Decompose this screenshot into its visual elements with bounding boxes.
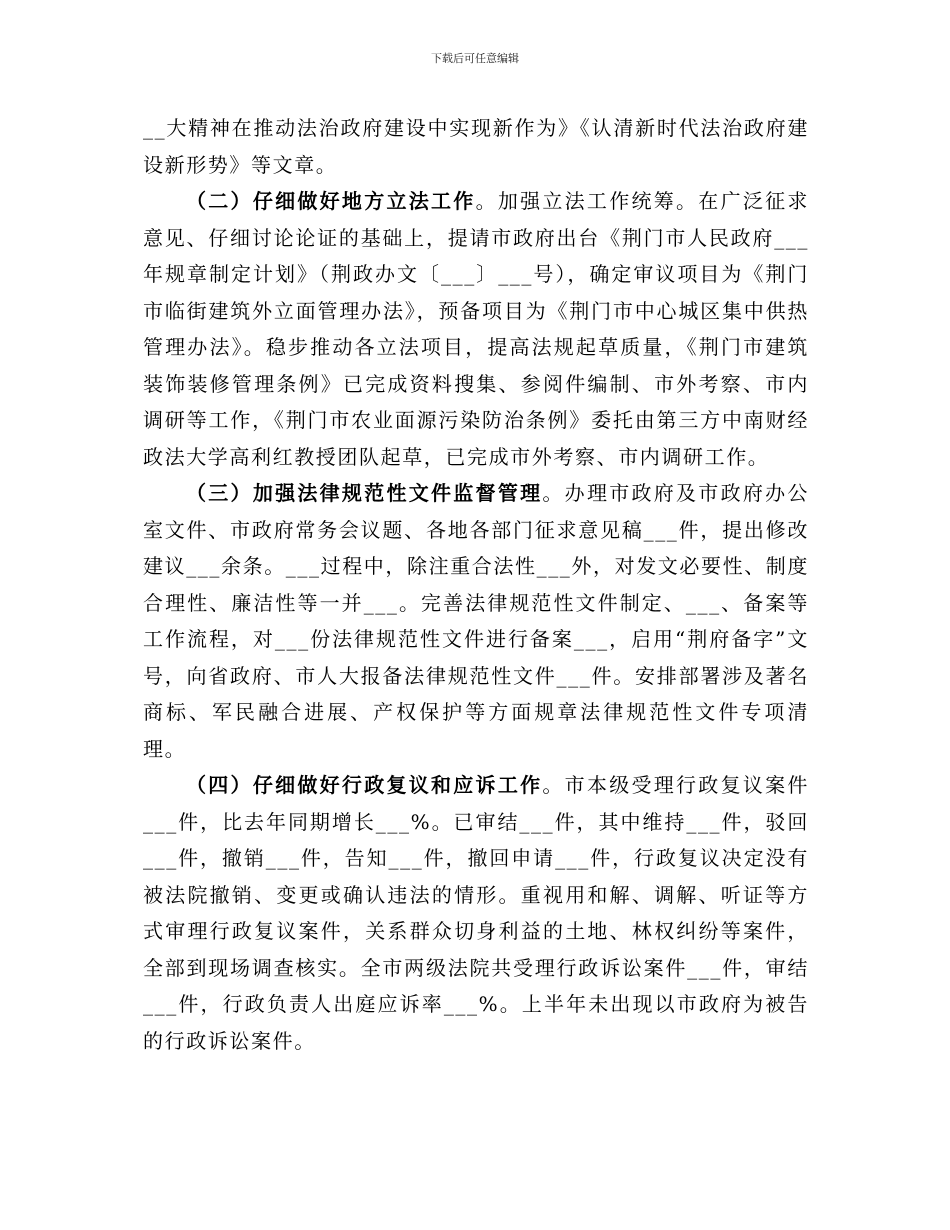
paragraph-normative-documents [143, 475, 809, 767]
section-heading: （二）仔细做好地方立法工作 [186, 189, 476, 213]
page-header: 下载后可任意编辑 [431, 52, 519, 65]
paragraph-text: 。加强立法工作统筹。在广泛征求意见、仔细讨论论证的基础上，提请市政府出台《荆门市人民政府___年规章制定计划》（荆政办文〔___〕___号），确定审议项目为《荆门市临街建筑外立面管理办法》，预备项目为《荆门市中心城区集中供热管理办法》。稳步推动各立法项目，提高法规起草质量，《荆门市建筑装饰装修管理条例》已完成资料搜集、参阅件编制、市外考察、市内调研等工作，《荆门市农业面源污染防治条例》委托由第三方中南财经政法大学高利红教授团队起草，已完成市外考察、市内调研工作。 [143, 189, 809, 469]
document-body [143, 110, 809, 1059]
section-heading: （三）加强法律规范性文件监督管理 [186, 481, 543, 505]
paragraph-text: __大精神在推动法治政府建设中实现新作为》《认清新时代法治政府建设新形势》等文章。 [143, 116, 809, 177]
paragraph-administrative-review [143, 767, 809, 1059]
paragraph-continuation [143, 110, 809, 183]
paragraph-text: 。市本级受理行政复议案件___件，比去年同期增长___%。已审结___件，其中维持___件，驳回___件，撤销___件，告知___件，撤回申请___件，行政复议决定没有被法院撤销、变更或确认违法的情形。重视用和解、调解、听证等方式审理行政复议案件，关系群众切身利益的土地、林权纠纷等案件，全部到现场调查核实。全市两级法院共受理行政诉讼案件___件，审结___件，行政负责人出庭应诉率___%。上半年未出现以市政府为被告的行政诉讼案件。 [143, 773, 810, 1053]
paragraph-text: 。办理市政府及市政府办公室文件、市政府常务会议题、各地各部门征求意见稿___件，提出修改建议___余条。___过程中，除注重合法性___外，对发文必要性、制度合理性、廉洁性等一并___。完善法律规范性文件制定、___、备案等工作流程，对___份法律规范性文件进行备案___，启用“荆府备字”文号，向省政府、市人大报备法律规范性文件___件。安排部署涉及著名商标、军民融合进展、产权保护等方面规章法律规范性文件专项清理。 [143, 481, 810, 761]
paragraph-local-legislation [143, 183, 809, 475]
section-heading: （四）仔细做好行政复议和应诉工作 [186, 773, 543, 797]
